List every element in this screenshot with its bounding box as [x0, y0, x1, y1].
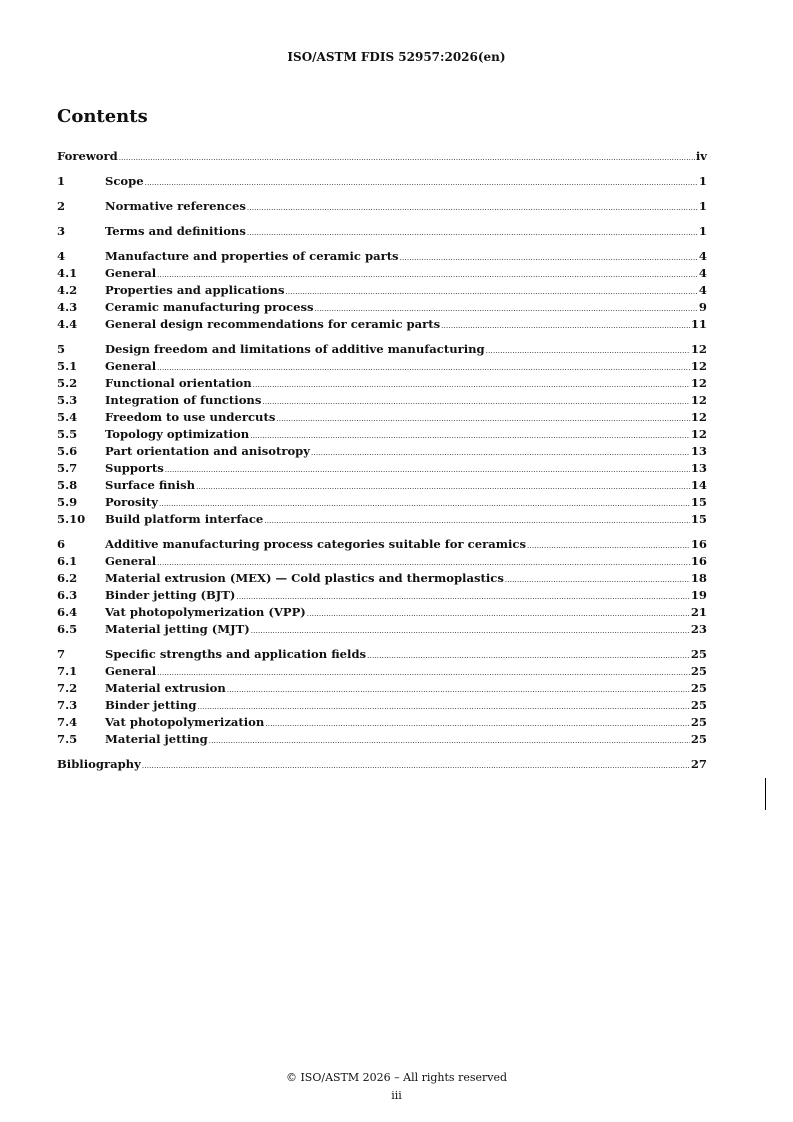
toc-leader-dots — [441, 316, 690, 332]
toc-leader-dots — [527, 536, 690, 552]
toc-leader-dots — [197, 697, 689, 713]
toc-leader-dots — [311, 443, 690, 459]
toc-entry-page: 23 — [690, 622, 707, 636]
toc-entry-title: Material extrusion — [105, 681, 226, 695]
toc-entry-number: 7.2 — [57, 681, 78, 695]
toc-leader-dots — [367, 646, 690, 662]
toc-entry-title: Terms and definitions — [105, 224, 246, 238]
toc-entry-number: 1 — [57, 174, 66, 188]
toc-entry-number: 7.5 — [57, 732, 78, 746]
toc-entry-number: 6 — [57, 537, 66, 551]
toc-leader-dots — [227, 680, 690, 696]
toc-entry-page: 1 — [698, 174, 707, 188]
toc-entry[interactable] — [57, 680, 707, 696]
toc-entry-page: 4 — [698, 283, 707, 297]
toc-entry-page: 12 — [690, 359, 707, 373]
toc-entry-page: 13 — [690, 444, 707, 458]
toc-leader-dots — [264, 511, 690, 527]
toc-entry-page: 4 — [698, 266, 707, 280]
toc-entry[interactable] — [57, 570, 707, 586]
toc-entry-page: 1 — [698, 199, 707, 213]
toc-entry-title: General — [105, 266, 157, 280]
toc-entry[interactable] — [57, 646, 707, 662]
toc-entry[interactable] — [57, 621, 707, 637]
toc-leader-dots — [209, 731, 690, 747]
toc-entry[interactable] — [57, 265, 707, 281]
toc-entry-number: 4.2 — [57, 283, 78, 297]
toc-entry[interactable] — [57, 375, 707, 391]
toc-entry-title: Functional orientation — [105, 376, 252, 390]
toc-entry[interactable] — [57, 409, 707, 425]
toc-entry-title: Specific strengths and application fields — [105, 647, 367, 661]
toc-entry-title: Material jetting (MJT) — [105, 622, 250, 636]
toc-entry-page: 25 — [690, 681, 707, 695]
toc-entry[interactable] — [57, 536, 707, 552]
toc-entry-title: Binder jetting — [105, 698, 197, 712]
toc-entry-page: 9 — [698, 300, 707, 314]
toc-entry-title: Build platform interface — [105, 512, 264, 526]
toc-entry-page: 15 — [690, 512, 707, 526]
toc-entry[interactable] — [57, 173, 707, 189]
toc-leader-dots — [286, 282, 698, 298]
toc-entry-title: Additive manufacturing process categories suitable for ceramics — [105, 537, 526, 551]
toc-entry-page: 25 — [690, 647, 707, 661]
toc-entry[interactable] — [57, 198, 707, 214]
toc-entry-page: 11 — [690, 317, 707, 331]
toc-entry-number: 5.5 — [57, 427, 78, 441]
toc-entry[interactable] — [57, 587, 707, 603]
toc-entry-page: 27 — [690, 757, 707, 771]
toc-entry-page: 25 — [690, 698, 707, 712]
toc-entry[interactable] — [57, 392, 707, 408]
toc-entry-title: Ceramic manufacturing process — [105, 300, 314, 314]
toc-entry-number: 5.3 — [57, 393, 78, 407]
toc-entry-title: Part orientation and anisotropy — [105, 444, 311, 458]
toc-entry-number: 5.9 — [57, 495, 78, 509]
toc-entry-number: 4.1 — [57, 266, 78, 280]
toc-leader-dots — [157, 265, 698, 281]
toc-leader-dots — [145, 173, 698, 189]
toc-entry-page: 25 — [690, 664, 707, 678]
toc-entry[interactable] — [57, 358, 707, 374]
toc-entry-title: Bibliography — [57, 757, 141, 771]
toc-leader-dots — [159, 494, 690, 510]
toc-entry-page: 21 — [690, 605, 707, 619]
toc-entry[interactable] — [57, 248, 707, 264]
toc-entry[interactable] — [57, 426, 707, 442]
toc-entry[interactable] — [57, 731, 707, 747]
toc-entry-number: 7.3 — [57, 698, 78, 712]
toc-entry-number: 4.3 — [57, 300, 78, 314]
toc-entry-title: Scope — [105, 174, 144, 188]
toc-leader-dots — [265, 714, 690, 730]
toc-entry[interactable] — [57, 223, 707, 239]
toc-leader-dots — [253, 375, 690, 391]
toc-entry-page: 4 — [698, 249, 707, 263]
toc-entry-number: 5.8 — [57, 478, 78, 492]
toc-entry-title: Properties and applications — [105, 283, 285, 297]
toc-entry-title: Porosity — [105, 495, 159, 509]
toc-entry-number: 5.4 — [57, 410, 78, 424]
toc-leader-dots — [250, 426, 690, 442]
toc-entry-title: Material jetting — [105, 732, 208, 746]
toc-entry[interactable] — [57, 697, 707, 713]
toc-entry-number: 7 — [57, 647, 66, 661]
toc-entry-title: Manufacture and properties of ceramic parts — [105, 249, 399, 263]
toc-entry-number: 5.1 — [57, 359, 78, 373]
toc-entry[interactable] — [57, 148, 707, 164]
toc-entry-number: 2 — [57, 199, 66, 213]
toc-entry-title: Foreword — [57, 149, 118, 163]
toc-leader-dots — [165, 460, 690, 476]
toc-entry-title: Topology optimization — [105, 427, 250, 441]
footer-page-number: iii — [391, 1089, 402, 1102]
toc-entry-number: 5.10 — [57, 512, 86, 526]
page-header: ISO/ASTM FDIS 52957:2026(en) — [287, 50, 506, 64]
toc-leader-dots — [247, 198, 698, 214]
toc-leader-dots — [251, 621, 690, 637]
toc-entry-page: 12 — [690, 342, 707, 356]
toc-leader-dots — [196, 477, 690, 493]
toc-entry-title: General — [105, 554, 157, 568]
toc-leader-dots — [276, 409, 690, 425]
toc-entry[interactable] — [57, 553, 707, 569]
toc-entry-title: Normative references — [105, 199, 246, 213]
toc-entry-page: 16 — [690, 554, 707, 568]
toc-leader-dots — [142, 756, 690, 772]
toc-leader-dots — [157, 553, 690, 569]
toc-entry[interactable] — [57, 299, 707, 315]
toc-entry-number: 6.5 — [57, 622, 78, 636]
toc-entry-title: Surface finish — [105, 478, 196, 492]
toc-entry-page: 12 — [690, 376, 707, 390]
toc-entry-title: General — [105, 664, 157, 678]
toc-entry[interactable] — [57, 341, 707, 357]
toc-entry[interactable] — [57, 316, 707, 332]
toc-entry-page: 12 — [690, 410, 707, 424]
toc-entry-number: 3 — [57, 224, 66, 238]
toc-entry-page: 25 — [690, 732, 707, 746]
toc-entry-title: General design recommendations for ceramic parts — [105, 317, 441, 331]
footer-copyright: © ISO/ASTM 2026 – All rights reserved — [285, 1071, 508, 1084]
toc-entry-page: 15 — [690, 495, 707, 509]
toc-leader-dots — [119, 148, 695, 164]
toc-leader-dots — [247, 223, 698, 239]
toc-entry-title: Design freedom and limitations of additive manufacturing — [105, 342, 485, 356]
toc-entry-number: 7.4 — [57, 715, 78, 729]
toc-entry[interactable] — [57, 282, 707, 298]
toc-leader-dots — [307, 604, 690, 620]
toc-entry-page: iv — [695, 149, 707, 163]
toc-entry[interactable] — [57, 604, 707, 620]
toc-entry-page: 19 — [690, 588, 707, 602]
toc-leader-dots — [315, 299, 698, 315]
toc-leader-dots — [157, 358, 690, 374]
toc-entry-title: Material extrusion (MEX) — Cold plastics and thermoplastics — [105, 571, 504, 585]
toc-entry-title: Vat photopolymerization — [105, 715, 265, 729]
change-bar — [765, 778, 766, 810]
toc-entry-title: General — [105, 359, 157, 373]
toc-entry-number: 4.4 — [57, 317, 78, 331]
toc-entry-number: 4 — [57, 249, 66, 263]
toc-entry[interactable] — [57, 460, 707, 476]
toc-entry[interactable] — [57, 714, 707, 730]
toc-entry-page: 13 — [690, 461, 707, 475]
toc-entry-page: 25 — [690, 715, 707, 729]
toc-entry-page: 1 — [698, 224, 707, 238]
toc-entry-page: 14 — [690, 478, 707, 492]
toc-entry-number: 5.6 — [57, 444, 78, 458]
toc-entry-page: 16 — [690, 537, 707, 551]
toc-leader-dots — [400, 248, 698, 264]
toc-entry-title: Binder jetting (BJT) — [105, 588, 236, 602]
toc-entry-page: 12 — [690, 427, 707, 441]
toc-entry[interactable] — [57, 756, 707, 772]
toc-entry-number: 6.4 — [57, 605, 78, 619]
toc-entry-number: 5.2 — [57, 376, 78, 390]
toc-leader-dots — [236, 587, 689, 603]
toc-entry-title: Integration of functions — [105, 393, 262, 407]
toc-entry[interactable] — [57, 663, 707, 679]
contents-title: Contents — [57, 106, 148, 127]
toc-entry-page: 18 — [690, 571, 707, 585]
toc-entry-number: 5.7 — [57, 461, 78, 475]
toc-leader-dots — [157, 663, 690, 679]
toc-entry[interactable] — [57, 443, 707, 459]
toc-entry-title: Freedom to use undercuts — [105, 410, 276, 424]
toc-entry-title: Supports — [105, 461, 164, 475]
toc-entry-page: 12 — [690, 393, 707, 407]
toc-entry-number: 6.2 — [57, 571, 78, 585]
toc-entry-title: Vat photopolymerization (VPP) — [105, 605, 306, 619]
toc-entry-number: 7.1 — [57, 664, 78, 678]
toc-entry[interactable] — [57, 477, 707, 493]
toc-entry-number: 5 — [57, 342, 66, 356]
toc-entry[interactable] — [57, 494, 707, 510]
toc-entry-number: 6.3 — [57, 588, 78, 602]
toc-entry-number: 6.1 — [57, 554, 78, 568]
toc-leader-dots — [262, 392, 689, 408]
toc-entry[interactable] — [57, 511, 707, 527]
toc-leader-dots — [505, 570, 690, 586]
toc-leader-dots — [486, 341, 690, 357]
